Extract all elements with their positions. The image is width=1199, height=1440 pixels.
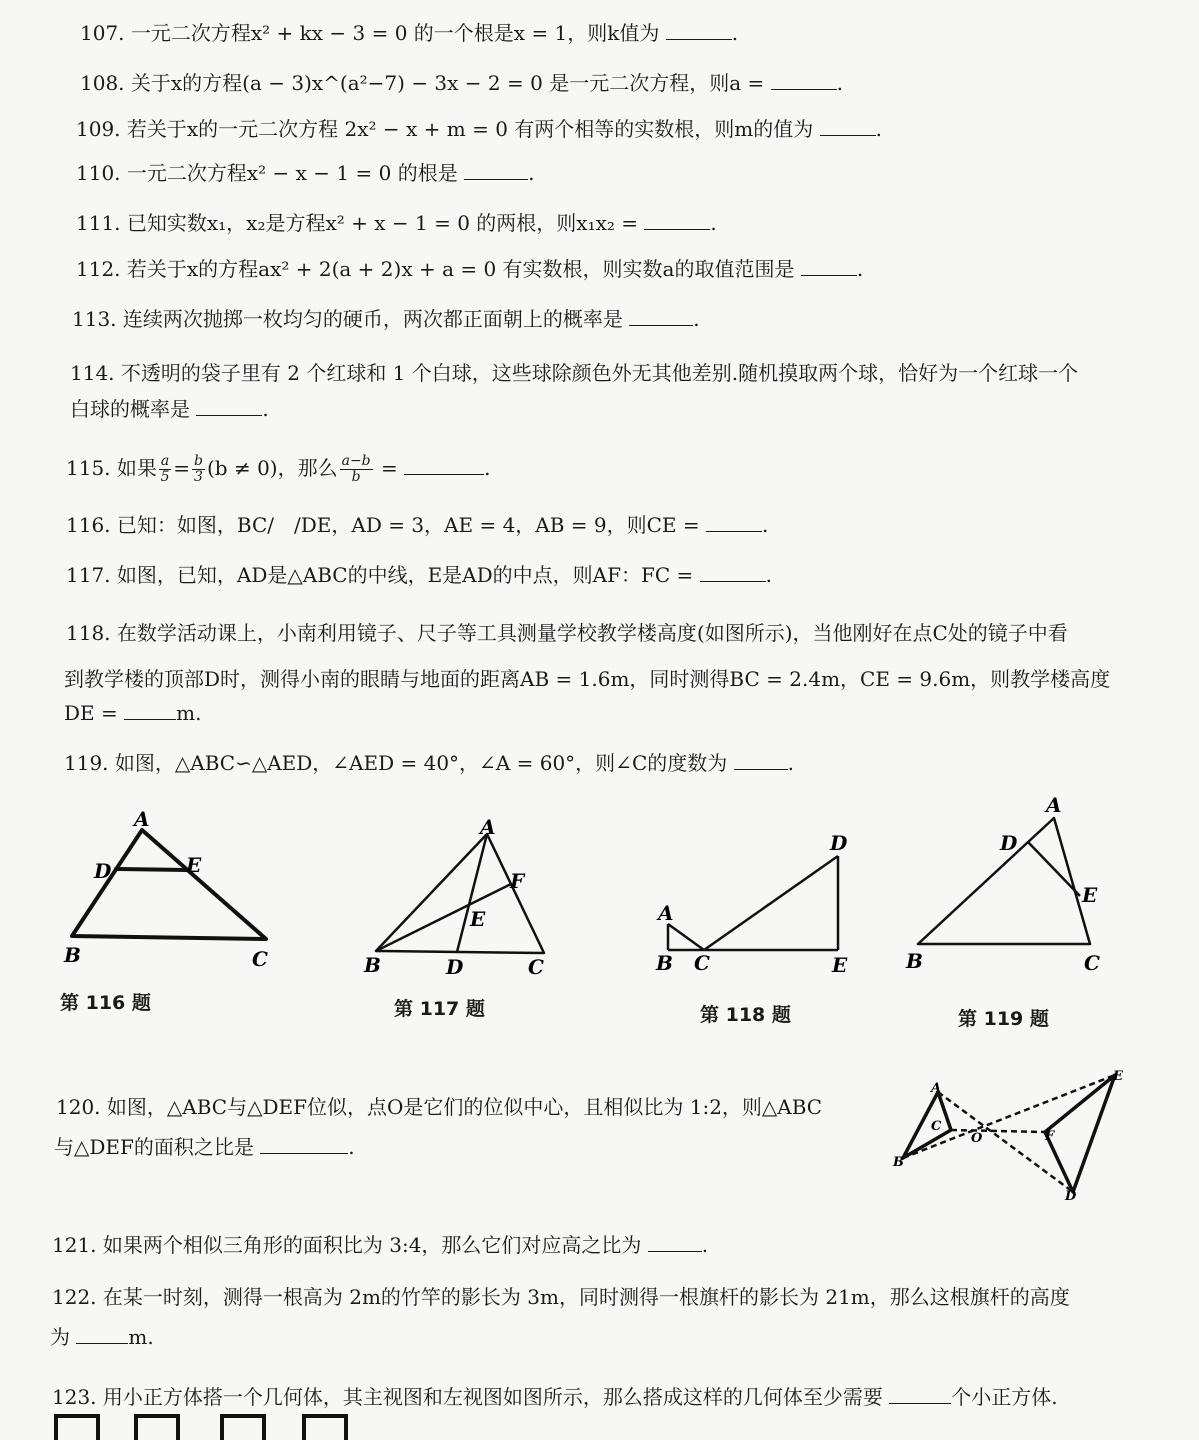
label-e: E [470, 907, 486, 931]
ray-co-f [951, 1130, 1045, 1132]
answer-blank[interactable] [196, 397, 262, 416]
question-number: 108. [80, 71, 125, 95]
label-b: B [364, 953, 381, 977]
label-d: D [1000, 831, 1018, 855]
question-text: 一元二次方程x² + kx − 3 = 0 的一个根是x = 1，则k值为 [130, 21, 660, 45]
question-108: 108. 关于x的方程(a − 3)x^(a²−7) − 3x − 2 = 0 是一元二次方程，则a = . [80, 71, 843, 95]
label-a: A [134, 807, 150, 831]
question-121: 121. 如果两个相似三角形的面积比为 3:4，那么它们对应高之比为 . [52, 1233, 709, 1257]
view-square-4 [304, 1416, 346, 1440]
question-118-line3: DE = m. [64, 701, 202, 725]
segment-de [116, 869, 187, 870]
label-d: D [830, 831, 848, 855]
label-e: E [832, 953, 848, 977]
question-113: 113. 连续两次抛掷一枚均匀的硬币，两次都正面朝上的概率是 . [72, 307, 700, 331]
question-122-line2: 为 m. [50, 1325, 154, 1349]
answer-blank[interactable] [124, 701, 176, 720]
question-118 [66, 620, 1068, 646]
question-number: 120. [56, 1095, 101, 1119]
answer-blank[interactable] [260, 1135, 348, 1154]
answer-blank[interactable] [644, 211, 710, 230]
caption-118: 第 118 题 [700, 1004, 791, 1026]
figure-123-views [50, 1410, 370, 1440]
figure-117 [360, 816, 560, 981]
question-text: 一元二次方程x² − x − 1 = 0 的根是 [126, 161, 458, 185]
question-text-line1: 在数学活动课上，小南利用镜子、尺子等工具测量学校教学楼高度(如图所示)，当他刚好在点C处的镜子中看 [116, 621, 1068, 645]
question-118-line2 [64, 666, 1110, 692]
answer-blank[interactable] [889, 1385, 951, 1404]
answer-blank[interactable] [801, 257, 857, 276]
question-text: 关于x的方程(a − 3)x^(a²−7) − 3x − 2 = 0 是一元二次方程，则a = [130, 71, 765, 95]
question-120 [56, 1094, 822, 1120]
question-text: 已知实数x₁，x₂是方程x² + x − 1 = 0 的两根，则x₁x₂ = [126, 211, 638, 235]
question-119: 119. 如图，△ABC∽△AED，∠AED = 40°，∠A = 60°，则∠C的度数为 . [64, 751, 794, 775]
question-number: 116. [66, 513, 111, 537]
question-number: 121. [52, 1233, 97, 1257]
question-111: 111. 已知实数x₁，x₂是方程x² + x − 1 = 0 的两根，则x₁x₂ = . [76, 211, 717, 235]
question-114-line2: 白球的概率是 . [70, 397, 269, 421]
question-number: 123. [52, 1385, 97, 1409]
view-square-2 [136, 1416, 178, 1440]
question-text-line1: 在某一时刻，测得一根高为 2m的竹竿的影长为 3m，同时测得一根旗杆的影长为 21m，那么这根旗杆的高度 [102, 1285, 1070, 1309]
question-number: 122. [52, 1285, 97, 1309]
triangle-abc [72, 830, 266, 939]
label-b: B [893, 1155, 904, 1170]
view-square-1 [56, 1416, 98, 1440]
question-123: 123. 用小正方体搭一个几何体，其主视图和左视图如图所示，那么搭成这样的几何体至少需要 个小正方体. [52, 1385, 1058, 1409]
question-number: 117. [66, 563, 111, 587]
view-square-3 [222, 1416, 264, 1440]
question-text-line2: 与△DEF的面积之比是 [54, 1135, 254, 1159]
triangle-def [1045, 1075, 1115, 1192]
figure-120 [885, 1060, 1130, 1205]
figure-116 [60, 806, 290, 976]
label-b: B [906, 949, 923, 973]
question-120-line2: 与△DEF的面积之比是 . [54, 1135, 355, 1159]
label-c: C [694, 951, 710, 975]
question-number: 110. [76, 161, 121, 185]
answer-blank[interactable] [404, 456, 484, 475]
caption-119: 第 119 题 [958, 1008, 1049, 1030]
label-a: A [480, 816, 496, 839]
answer-blank[interactable] [629, 307, 693, 326]
label-c: C [528, 955, 544, 979]
label-b: B [64, 943, 81, 967]
answer-blank[interactable] [648, 1233, 702, 1252]
label-d: D [94, 859, 112, 883]
question-number: 113. [72, 307, 117, 331]
question-number: 114. [70, 361, 115, 385]
question-114 [70, 360, 1078, 386]
label-d: D [1065, 1189, 1077, 1204]
answer-blank[interactable] [820, 117, 876, 136]
question-text-line1: 不透明的袋子里有 2 个红球和 1 个白球，这些球除颜色外无其他差别.随机摸取两个球，恰好为一个红球一个 [120, 361, 1079, 385]
segment-de [1028, 842, 1080, 896]
question-number: 109. [76, 117, 121, 141]
segment-ac [668, 924, 704, 950]
question-112: 112. 若关于x的方程ax² + 2(a + 2)x + a = 0 有实数根，则实数a的取值范围是 . [76, 257, 864, 281]
question-109: 109. 若关于x的一元二次方程 2x² − x + m = 0 有两个相等的实数根，则m的值为 . [76, 117, 882, 141]
answer-blank[interactable] [706, 513, 762, 532]
label-c: C [931, 1119, 942, 1134]
segment-bf [376, 884, 511, 951]
question-115: 115. 如果 $\frac{a}{5}$ = $\frac{b}{3}$ (b ≠ 0)，那么 $\frac{a-b}{b}$ = . [66, 453, 491, 485]
question-text: 如果两个相似三角形的面积比为 3:4，那么它们对应高之比为 [102, 1233, 642, 1257]
fraction-b-over-3: $\frac{b}{3}$ [194, 453, 203, 485]
question-text: 连续两次抛掷一枚均匀的硬币，两次都正面朝上的概率是 [122, 307, 623, 331]
question-number: 111. [76, 211, 121, 235]
question-number: 115. [66, 456, 111, 480]
question-122 [52, 1284, 1070, 1310]
caption-116: 第 116 题 [60, 992, 151, 1014]
question-110: 110. 一元二次方程x² − x − 1 = 0 的根是 . [76, 161, 535, 185]
question-number: 118. [66, 621, 111, 645]
label-e: E [186, 853, 202, 877]
figure-118 [650, 826, 860, 981]
label-e: E [1113, 1069, 1123, 1084]
question-number: 112. [76, 257, 121, 281]
label-f: F [510, 869, 525, 893]
question-text: 若关于x的方程ax² + 2(a + 2)x + a = 0 有实数根，则实数a的取值范围是 [126, 257, 795, 281]
label-f: F [1045, 1129, 1055, 1144]
question-text-line2: 白球的概率是 [70, 397, 190, 421]
answer-blank[interactable] [666, 21, 732, 40]
fraction-amb-over-b: $\frac{a-b}{b}$ [341, 453, 371, 485]
answer-blank[interactable] [734, 751, 788, 770]
question-text: 如图，已知，AD是△ABC的中线，E是AD的中点，则AF：FC = [116, 563, 694, 587]
label-d: D [446, 955, 464, 979]
segment-cd [704, 856, 838, 950]
question-text-line2: 到教学楼的顶部D时，测得小南的眼睛与地面的距离AB = 1.6m，同时测得BC = 2.4m，CE = 9.6m，则教学楼高度 [64, 667, 1111, 691]
question-text-line1: 如图，△ABC与△DEF位似，点O是它们的位似中心，且相似比为 1:2，则△ABC [106, 1095, 823, 1119]
label-c: C [252, 947, 268, 971]
median-ad [457, 834, 487, 952]
fraction-a-over-5: $\frac{a}{5}$ [160, 453, 170, 485]
label-a: A [658, 901, 674, 925]
question-text: 若关于x的一元二次方程 2x² − x + m = 0 有两个相等的实数根，则m的值为 [126, 117, 814, 141]
label-o: O [971, 1131, 983, 1146]
label-a: A [1046, 793, 1062, 817]
question-number: 119. [64, 751, 109, 775]
answer-blank[interactable] [76, 1325, 128, 1344]
label-b: B [656, 951, 673, 975]
label-a: A [931, 1081, 942, 1096]
caption-117: 第 117 题 [394, 998, 485, 1020]
question-116: 116. 已知：如图，BC/ /DE，AD = 3，AE = 4，AB = 9，则CE = . [66, 513, 769, 537]
label-c: C [1084, 951, 1100, 975]
answer-blank[interactable] [700, 563, 766, 582]
question-text: 如图，△ABC∽△AED，∠AED = 40°，∠A = 60°，则∠C的度数为 [114, 751, 728, 775]
question-number: 107. [80, 21, 125, 45]
question-text: 已知：如图，BC/ /DE，AD = 3，AE = 4，AB = 9，则CE = [116, 513, 700, 537]
label-e: E [1082, 883, 1098, 907]
answer-blank[interactable] [464, 161, 528, 180]
question-117: 117. 如图，已知，AD是△ABC的中线，E是AD的中点，则AF：FC = . [66, 563, 772, 587]
question-107: 107. 一元二次方程x² + kx − 3 = 0 的一个根是x = 1，则k值为 . [80, 21, 739, 45]
figure-119 [900, 792, 1120, 982]
question-text: 用小正方体搭一个几何体，其主视图和左视图如图所示，那么搭成这样的几何体至少需要 [102, 1385, 883, 1409]
answer-blank[interactable] [771, 71, 837, 90]
